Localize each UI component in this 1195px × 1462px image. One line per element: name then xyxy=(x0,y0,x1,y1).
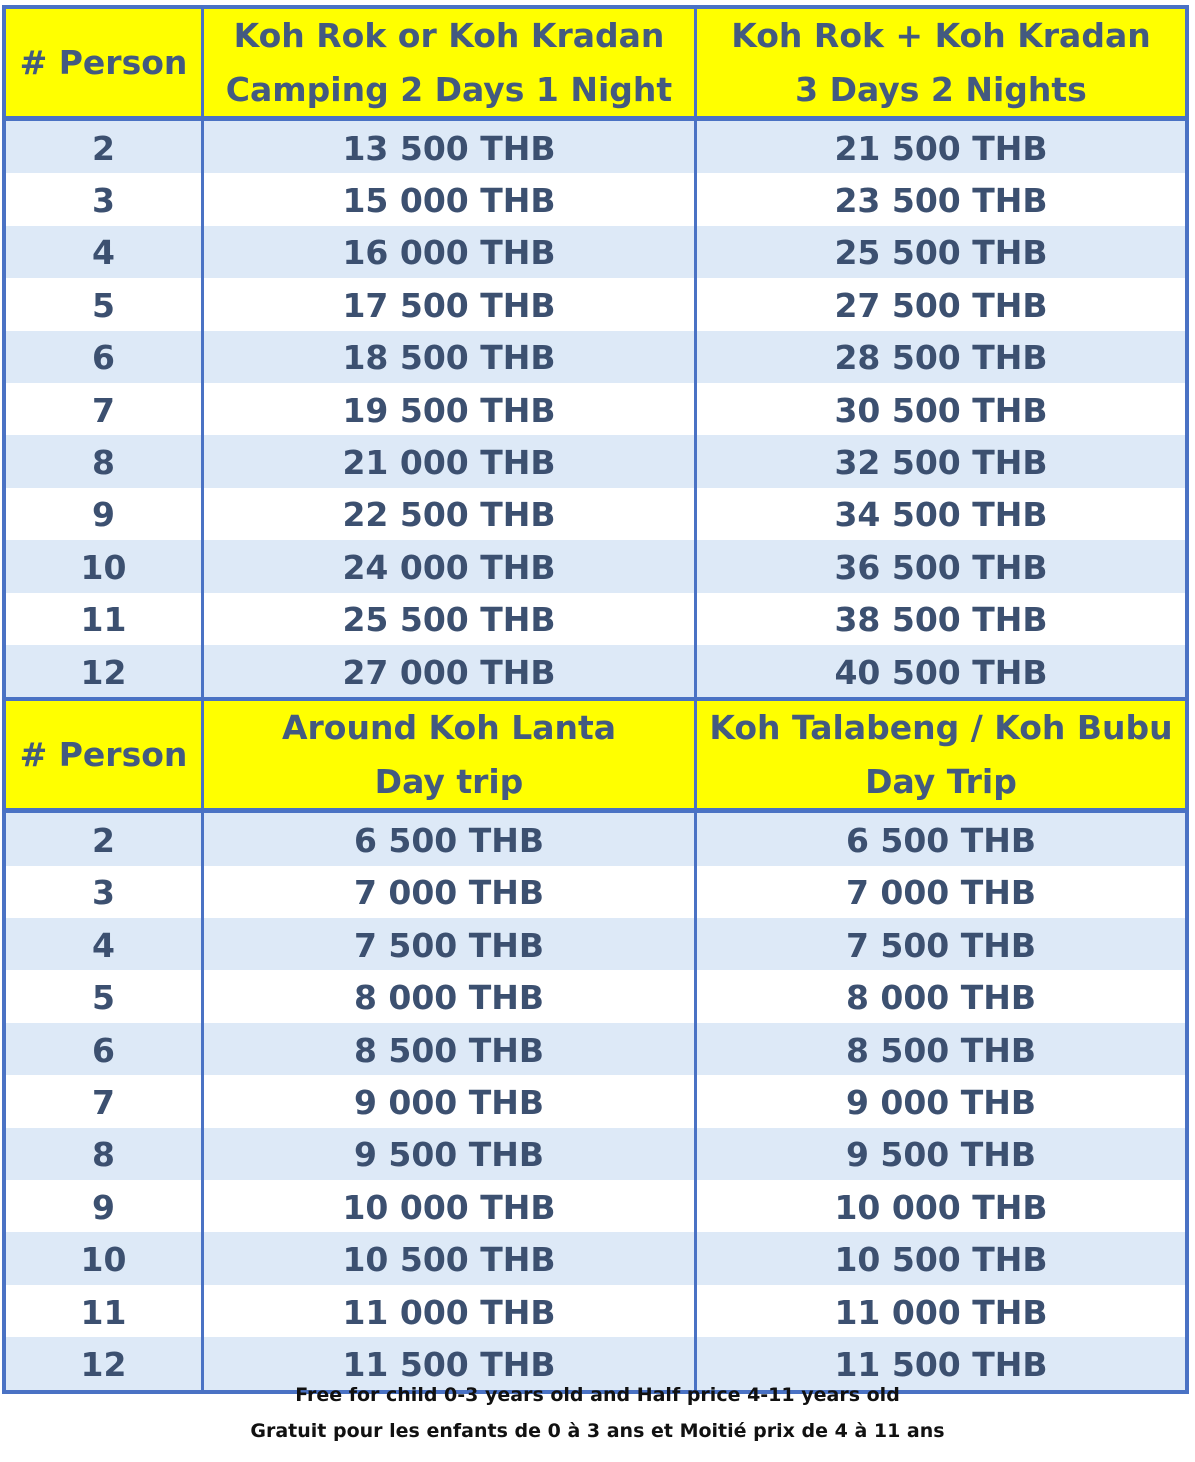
price-cell: 27 000 THB xyxy=(204,645,697,697)
table-row xyxy=(6,1285,1185,1337)
price-cell: 25 500 THB xyxy=(834,233,1048,273)
persons-cell: 10 xyxy=(6,1232,204,1284)
price-cell: 8 500 THB xyxy=(204,1023,697,1075)
price-cell: 30 500 THB xyxy=(834,390,1048,430)
table-row xyxy=(6,383,1185,435)
price-cell: 21 000 THB xyxy=(204,435,697,487)
price-cell: 24 000 THB xyxy=(204,540,697,592)
price-cell: 15 000 THB xyxy=(204,173,697,225)
section1-body xyxy=(6,121,1185,697)
price-cell: 9 500 THB xyxy=(845,1135,1037,1175)
table-row xyxy=(6,435,1185,487)
price-cell: 10 500 THB xyxy=(834,1240,1048,1280)
section1-header-col2-line1: Koh Rok or Koh Kradan xyxy=(233,15,665,55)
persons-cell: 2 xyxy=(6,813,204,865)
persons-cell: 2 xyxy=(6,121,204,173)
price-cell: 19 500 THB xyxy=(204,383,697,435)
price-cell: 23 500 THB xyxy=(834,181,1048,221)
footer-note-french: Gratuit pour les enfants de 0 à 3 ans et Moitié prix de 4 à 11 ans xyxy=(250,1420,945,1442)
persons-cell: 12 xyxy=(6,645,204,697)
table-row xyxy=(6,173,1185,225)
persons-cell: 9 xyxy=(6,1180,204,1232)
persons-cell: 4 xyxy=(6,226,204,278)
price-cell: 7 000 THB xyxy=(845,873,1037,913)
table-row xyxy=(6,1023,1185,1075)
persons-cell: 9 xyxy=(6,488,204,540)
section1-header-col3-line2: 3 Days 2 Nights xyxy=(795,69,1087,109)
price-cell: 8 500 THB xyxy=(845,1030,1037,1070)
price-cell: 22 500 THB xyxy=(204,488,697,540)
persons-cell: 5 xyxy=(6,278,204,330)
section1-header-col3-line1: Koh Rok + Koh Kradan xyxy=(731,15,1151,55)
table-row xyxy=(6,593,1185,645)
table-row xyxy=(6,645,1185,697)
persons-cell: 6 xyxy=(6,1023,204,1075)
persons-cell: 8 xyxy=(6,1128,204,1180)
price-cell: 18 500 THB xyxy=(204,331,697,383)
table-row xyxy=(6,1232,1185,1284)
table-row xyxy=(6,1075,1185,1127)
section1-header xyxy=(6,9,1185,121)
table-row xyxy=(6,918,1185,970)
price-cell: 11 000 THB xyxy=(204,1285,697,1337)
table-row xyxy=(6,970,1185,1022)
persons-cell: 7 xyxy=(6,1075,204,1127)
section1-header-col3 xyxy=(697,9,1185,116)
price-cell: 7 500 THB xyxy=(204,918,697,970)
price-cell: 7 000 THB xyxy=(204,866,697,918)
price-cell: 36 500 THB xyxy=(834,547,1048,587)
price-cell: 8 000 THB xyxy=(204,970,697,1022)
price-cell: 7 500 THB xyxy=(845,925,1037,965)
table-row xyxy=(6,1180,1185,1232)
section2-header-col2-line1: Around Koh Lanta xyxy=(281,707,617,747)
persons-cell: 3 xyxy=(6,866,204,918)
section2-header-col2-line2: Day trip xyxy=(374,761,524,801)
persons-cell: 7 xyxy=(6,383,204,435)
table-row xyxy=(6,278,1185,330)
price-cell: 16 000 THB xyxy=(204,226,697,278)
section2-header-col3-line2: Day Trip xyxy=(865,761,1017,801)
persons-cell: 3 xyxy=(6,173,204,225)
persons-cell: 10 xyxy=(6,540,204,592)
persons-cell: 12 xyxy=(6,1337,204,1389)
section1-header-person: # Person xyxy=(6,9,204,116)
table-row xyxy=(6,121,1185,173)
price-cell: 11 000 THB xyxy=(834,1292,1048,1332)
price-cell: 11 500 THB xyxy=(204,1337,697,1389)
price-cell: 8 000 THB xyxy=(845,978,1037,1018)
price-cell: 13 500 THB xyxy=(204,121,697,173)
price-cell: 10 500 THB xyxy=(204,1232,697,1284)
footer-note-english: Free for child 0-3 years old and Half price 4-11 years old xyxy=(295,1384,900,1406)
persons-cell: 4 xyxy=(6,918,204,970)
table-row xyxy=(6,813,1185,865)
price-cell: 38 500 THB xyxy=(834,600,1048,640)
price-cell: 11 500 THB xyxy=(834,1344,1048,1384)
table-row xyxy=(6,1128,1185,1180)
price-table xyxy=(2,5,1189,1394)
persons-cell: 6 xyxy=(6,331,204,383)
price-cell: 9 500 THB xyxy=(204,1128,697,1180)
price-cell: 10 000 THB xyxy=(834,1187,1048,1227)
price-cell: 40 500 THB xyxy=(834,652,1048,692)
section2-body xyxy=(6,813,1185,1389)
persons-cell: 8 xyxy=(6,435,204,487)
price-cell: 25 500 THB xyxy=(204,593,697,645)
table-row xyxy=(6,540,1185,592)
persons-cell: 11 xyxy=(6,1285,204,1337)
price-cell: 32 500 THB xyxy=(834,443,1048,483)
section2-header-person: # Person xyxy=(6,701,204,808)
price-cell: 6 500 THB xyxy=(204,813,697,865)
section1-header-col2-line2: Camping 2 Days 1 Night xyxy=(225,69,673,109)
section2-header-col2 xyxy=(204,701,697,808)
price-cell: 27 500 THB xyxy=(834,285,1048,325)
price-cell: 28 500 THB xyxy=(834,338,1048,378)
persons-cell: 11 xyxy=(6,593,204,645)
section2-header-col3-line1: Koh Talabeng / Koh Bubu xyxy=(709,707,1173,747)
section2-header xyxy=(6,697,1185,813)
table-row xyxy=(6,488,1185,540)
table-row xyxy=(6,1337,1185,1389)
price-cell: 21 500 THB xyxy=(834,128,1048,168)
price-cell: 9 000 THB xyxy=(204,1075,697,1127)
section1-header-col2 xyxy=(204,9,697,116)
table-row xyxy=(6,331,1185,383)
price-cell: 10 000 THB xyxy=(204,1180,697,1232)
table-row xyxy=(6,866,1185,918)
table-row xyxy=(6,226,1185,278)
price-cell: 17 500 THB xyxy=(204,278,697,330)
price-cell: 6 500 THB xyxy=(845,820,1037,860)
price-cell: 9 000 THB xyxy=(845,1082,1037,1122)
section2-header-col3 xyxy=(697,701,1185,808)
price-cell: 34 500 THB xyxy=(834,495,1048,535)
persons-cell: 5 xyxy=(6,970,204,1022)
